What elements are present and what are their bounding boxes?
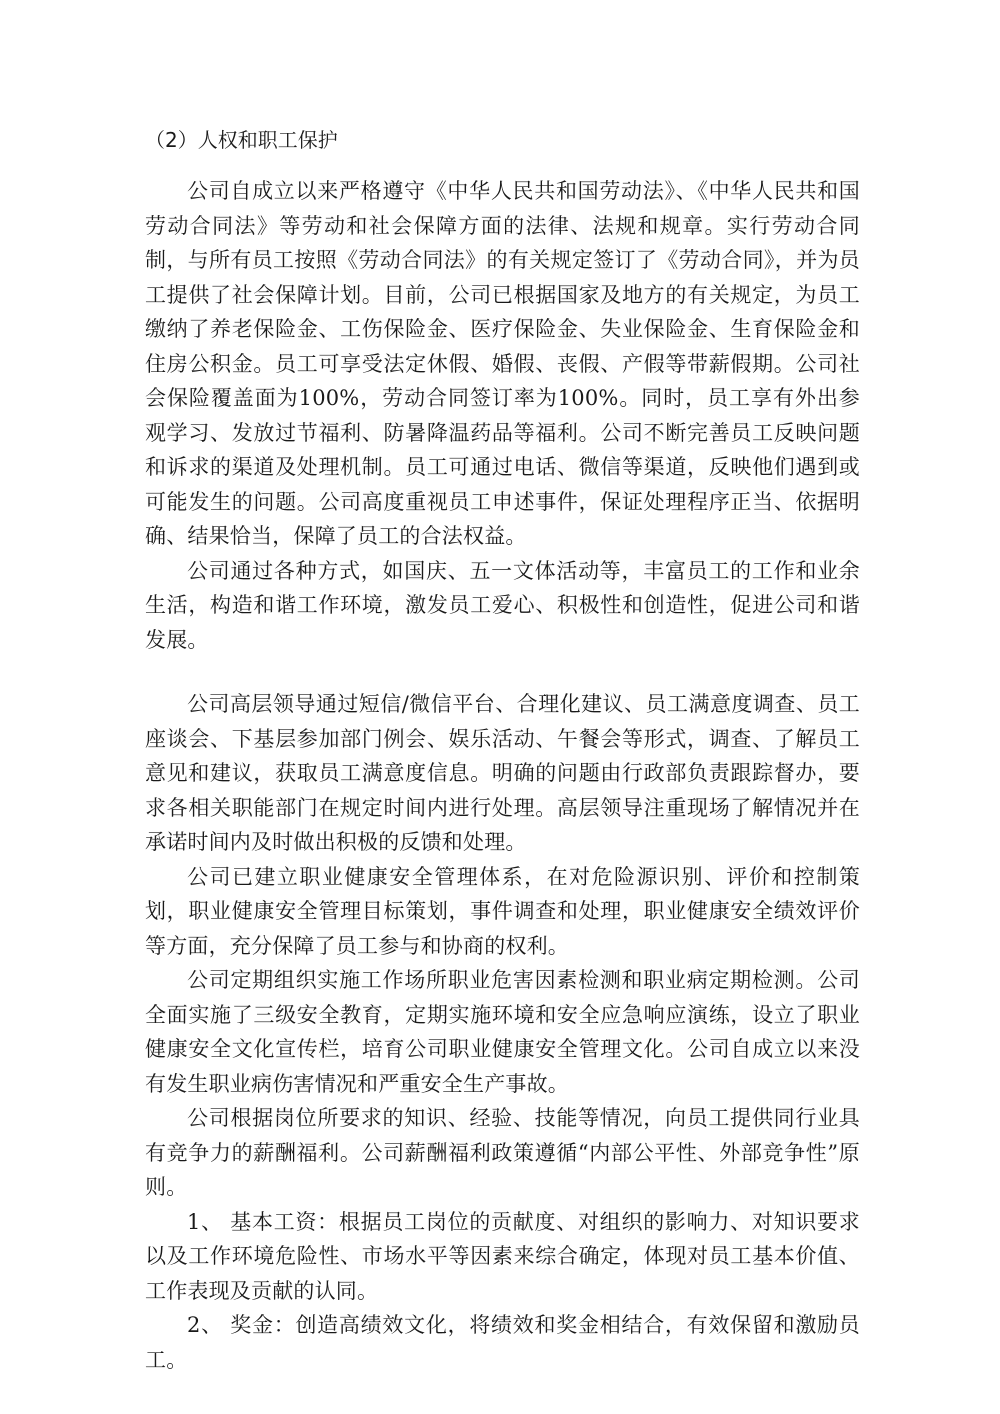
paragraph-occupational-health: 公司定期组织实施工作场所职业危害因素检测和职业病定期检测。公司全面实施了三级安全教育，定期实施环境和安全应急响应演练，设立了职业健康安全文化宣传栏，培育公司职业健康安全管理文化。公司自成立以来没有发生职业病伤害情况和严重安全生产事故。	[145, 968, 860, 1096]
list-item-basic-salary: 1、 基本工资：根据员工岗位的贡献度、对组织的影响力、对知识要求以及工作环境危险性、市场水平等因素来综合确定，体现对员工基本价值、工作表现及贡献的认同。	[145, 1209, 860, 1303]
document-page	[145, 120, 860, 1377]
section-heading: （2）人权和职工保护	[145, 128, 338, 152]
list-item-bonus: 2、 奖金：创造高绩效文化，将绩效和奖金相结合，有效保留和激励员工。	[145, 1313, 860, 1372]
paragraph-labor-law: 公司自成立以来严格遵守《中华人民共和国劳动法》、《中华人民共和国劳动合同法》等劳动和社会保障方面的法律、法规和规章。实行劳动合同制，与所有员工按照《劳动合同法》的有关规定签订了《劳动合同》，并为员工提供了社会保障计划。目前，公司已根据国家及地方的有关规定，为员工缴纳了养老保险金、工伤保险金、医疗保险金、失业保险金、生育保险金和住房公积金。员工可享受法定休假、婚假、丧假、产假等带薪假期。公司社会保险覆盖面为100%，劳动合同签订率为100%。同时，员工享有外出参观学习、发放过节福利、防暑降温药品等福利。公司不断完善员工反映问题和诉求的渠道及处理机制。员工可通过电话、微信等渠道，反映他们遇到或可能发生的问题。公司高度重视员工申述事件，保证处理程序正当、依据明确、结果恰当，保障了员工的合法权益。	[145, 179, 860, 548]
paragraph-leadership-feedback: 公司高层领导通过短信/微信平台、合理化建议、员工满意度调查、员工座谈会、下基层参加部门例会、娱乐活动、午餐会等形式，调查、了解员工意见和建议，获取员工满意度信息。明确的问题由行政部负责跟踪督办，要求各相关职能部门在规定时间内进行处理。高层领导注重现场了解情况并在承诺时间内及时做出积极的反馈和处理。	[145, 692, 860, 854]
paragraph-activities: 公司通过各种方式，如国庆、五一文体活动等，丰富员工的工作和业余生活，构造和谐工作环境，激发员工爱心、积极性和创造性，促进公司和谐发展。	[145, 558, 860, 652]
paragraph-compensation: 公司根据岗位所要求的知识、经验、技能等情况，向员工提供同行业具有竞争力的薪酬福利。公司薪酬福利政策遵循“内部公平性、外部竞争性”原则。	[145, 1106, 860, 1199]
paragraph-ohs-system: 公司已建立职业健康安全管理体系，在对危险源识别、评价和控制策划，职业健康安全管理目标策划，事件调查和处理，职业健康安全绩效评价等方面，充分保障了员工参与和协商的权利。	[145, 864, 860, 958]
